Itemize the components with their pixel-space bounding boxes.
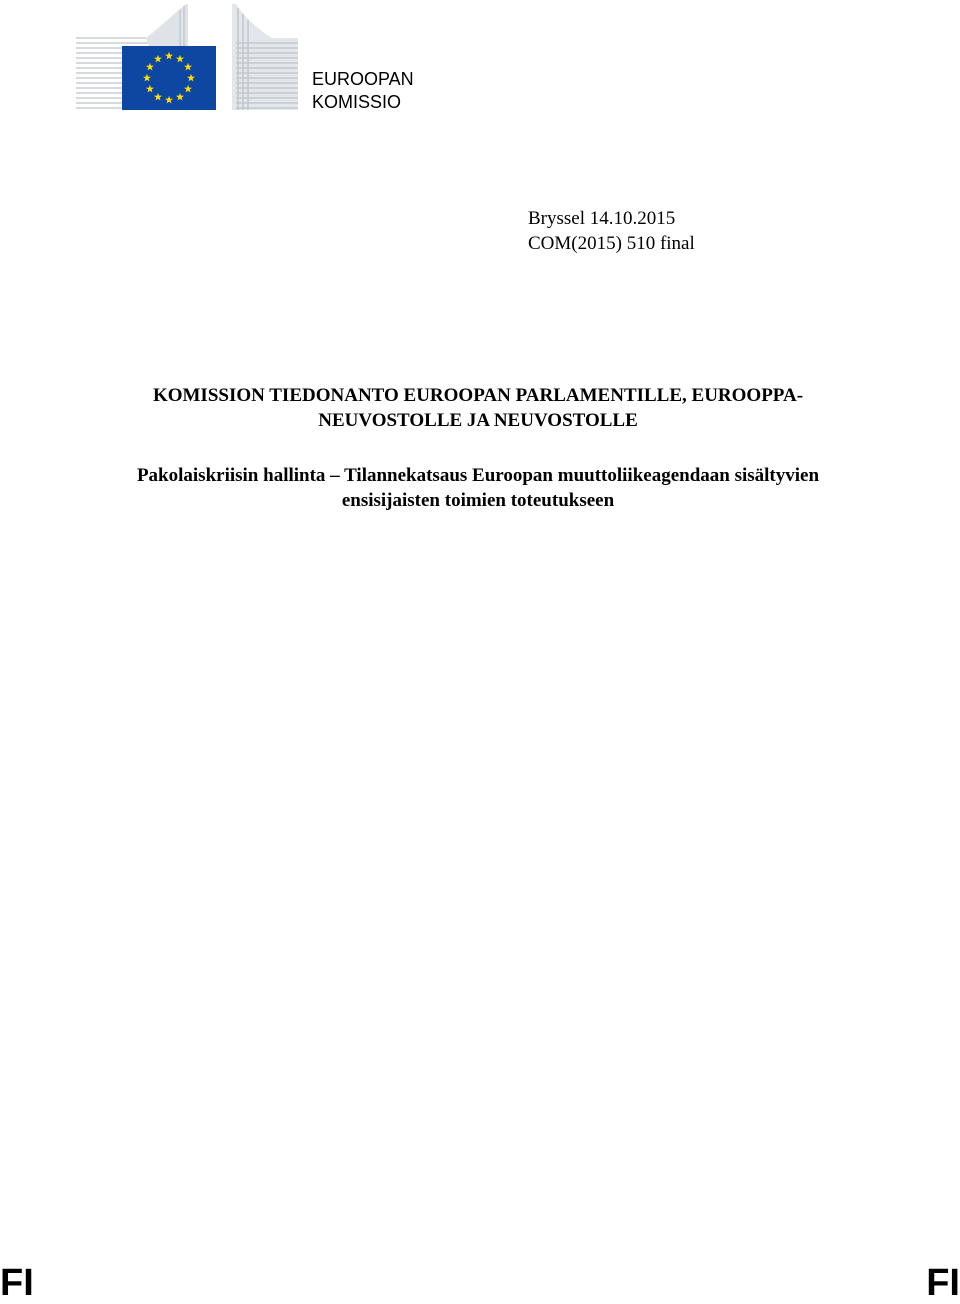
org-name-line1: EUROOPAN (312, 69, 414, 89)
document-subtitle (40, 463, 916, 513)
title-line2: NEUVOSTOLLE JA NEUVOSTOLLE (318, 410, 638, 431)
document-reference: COM(2015) 510 final (528, 233, 695, 254)
eu-flag-icon (122, 46, 216, 110)
language-code-left: FI (0, 1262, 34, 1304)
subtitle-line2: ensisijaisten toimien toteutukseen (341, 490, 615, 511)
language-code-right: FI (926, 1262, 960, 1304)
org-name-line2: KOMISSIO (312, 92, 402, 112)
place-date: Bryssel 14.10.2015 (528, 208, 676, 229)
document-title (60, 383, 896, 433)
document-metadata (528, 206, 695, 256)
organization-name (312, 68, 414, 114)
title-line1: KOMISSION TIEDONANTO EUROOPAN PARLAMENTILLE, EUROOPPA- (152, 385, 804, 406)
european-commission-logo (76, 2, 298, 112)
subtitle-line1: Pakolaiskriisin hallinta – Tilannekatsaus Euroopan muuttoliikeagendaan sisältyvien (136, 465, 820, 486)
